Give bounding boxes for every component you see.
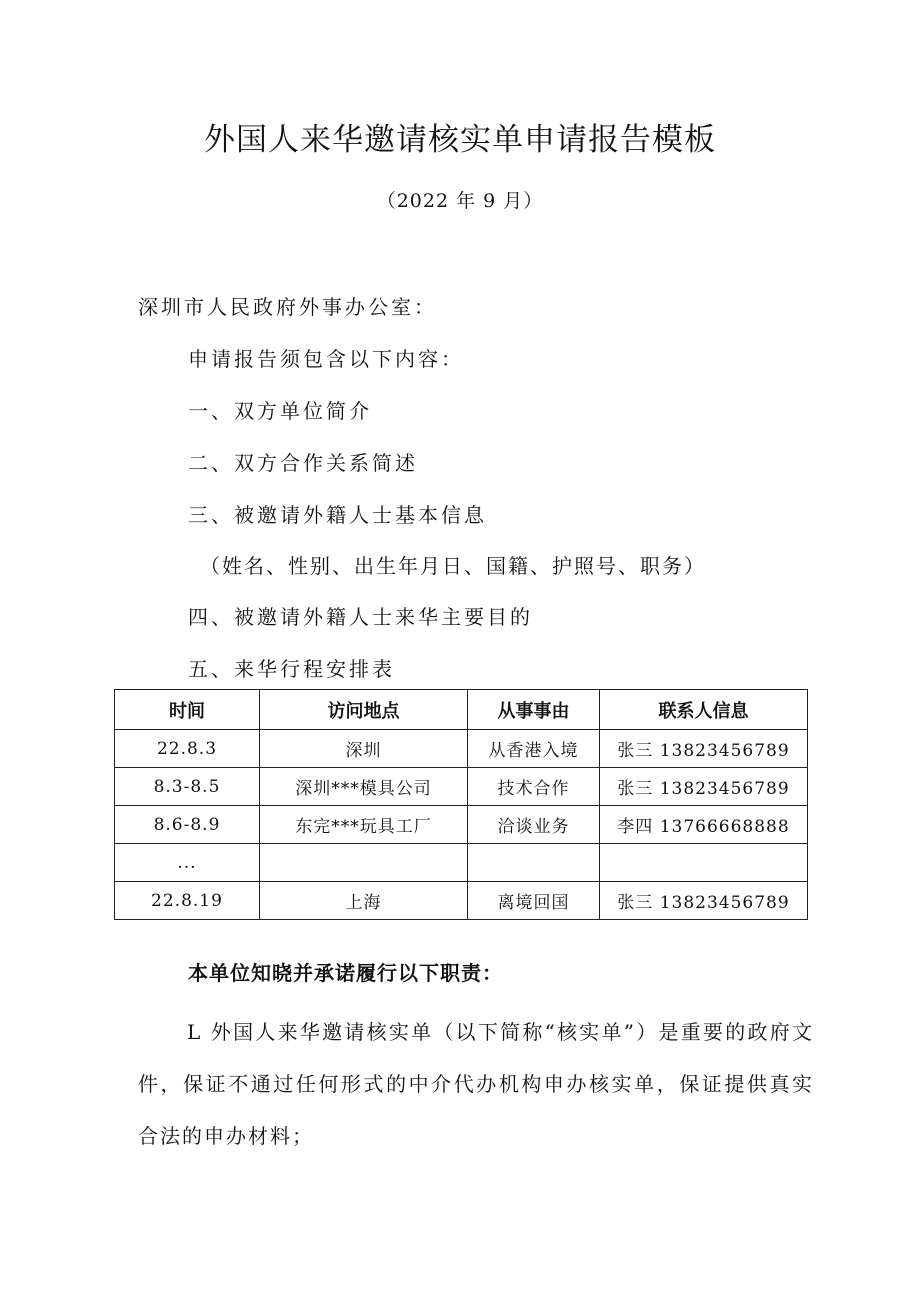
cell-place: 东完***玩具工厂: [260, 806, 468, 844]
cell-time: 8.6-8.9: [115, 806, 260, 844]
cell-reason: 洽谈业务: [468, 806, 600, 844]
cell-time: ...: [115, 844, 260, 882]
content-item-2: 二、双方合作关系简述: [188, 451, 418, 475]
table-row: [115, 844, 808, 882]
cell-contact: 张三 13823456789: [600, 730, 808, 768]
document-date: （2022 年 9 月）: [376, 190, 544, 212]
header-reason: 从事事由: [468, 690, 600, 730]
commitment-heading: 本单位知晓并承诺履行以下职责：: [188, 961, 503, 985]
content-item-1: 一、双方单位简介: [188, 399, 372, 423]
cell-time: 8.3-8.5: [115, 768, 260, 806]
document-title: 外国人来华邀请核实单申请报告模板: [204, 122, 716, 158]
table-row: [115, 806, 808, 844]
table-row: [115, 768, 808, 806]
table-header-row: [115, 690, 808, 730]
cell-place: [260, 844, 468, 882]
cell-reason: 从香港入境: [468, 730, 600, 768]
content-item-5: 五、来华行程安排表: [188, 657, 395, 681]
content-item-3-note: （姓名、性别、出生年月日、国籍、护照号、职务）: [200, 554, 706, 578]
content-item-4: 四、被邀请外籍人士来华主要目的: [188, 605, 533, 629]
header-time: 时间: [115, 690, 260, 730]
cell-reason: 离境回国: [468, 882, 600, 920]
cell-contact: [600, 844, 808, 882]
cell-contact: 李四 13766668888: [600, 806, 808, 844]
cell-place: 深圳: [260, 730, 468, 768]
cell-reason: [468, 844, 600, 882]
addressee: 深圳市人民政府外事办公室：: [138, 295, 437, 319]
intro-line: 申请报告须包含以下内容：: [188, 347, 464, 371]
commitment-paragraph: L 外国人来华邀请核实单（以下简称“核实单”）是重要的政府文件，保证不通过任何形式的中介代办机构申办核实单，保证提供真实合法的申办材料；: [138, 1020, 814, 1148]
header-place: 访问地点: [260, 690, 468, 730]
cell-time: 22.8.19: [115, 882, 260, 920]
header-contact: 联系人信息: [600, 690, 808, 730]
content-item-3: 三、被邀请外籍人士基本信息: [188, 503, 487, 527]
cell-time: 22.8.3: [115, 730, 260, 768]
cell-reason: 技术合作: [468, 768, 600, 806]
table-row: [115, 882, 808, 920]
cell-place: 深圳***模具公司: [260, 768, 468, 806]
itinerary-table: [114, 689, 808, 920]
cell-contact: 张三 13823456789: [600, 768, 808, 806]
table-row: [115, 730, 808, 768]
cell-contact: 张三 13823456789: [600, 882, 808, 920]
cell-place: 上海: [260, 882, 468, 920]
